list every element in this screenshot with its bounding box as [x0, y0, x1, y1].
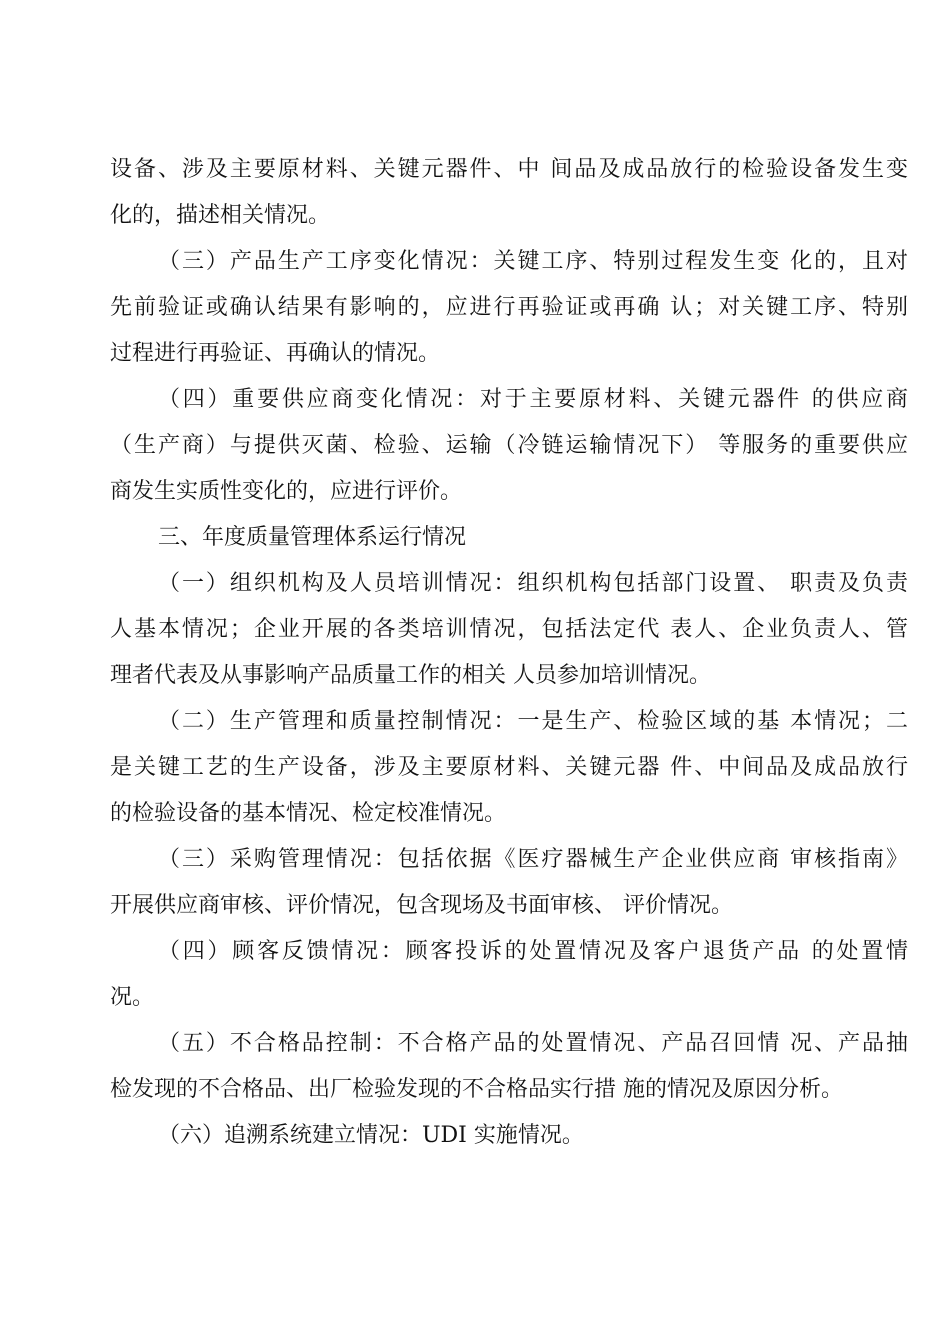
text-line: 理者代表及从事影响产品质量工作的相关 人员参加培训情况。	[110, 663, 711, 688]
text-line: 设备、涉及主要原材料、关键元器件、中 间品及成品放行的检验设备发生变	[110, 157, 908, 182]
text-line: （一）组织机构及人员培训情况：组织机构包括部门设置、 职责及负责	[158, 571, 908, 596]
text-line: （五）不合格品控制：不合格产品的处置情况、产品召回情 况、产品抽	[158, 1031, 908, 1056]
text-line: （六）追溯系统建立情况：UDI 实施情况。	[158, 1123, 584, 1148]
text-line: （三）产品生产工序变化情况：关键工序、特别过程发生变 化的，且对	[158, 249, 908, 274]
paragraph-procurement	[110, 837, 908, 929]
document-body	[110, 147, 908, 1159]
text-line: 过程进行再验证、再确认的情况。	[110, 341, 441, 366]
section-heading	[110, 515, 908, 561]
text-line: 商发生实质性变化的，应进行评价。	[110, 479, 463, 504]
text-line: 况。	[110, 985, 155, 1010]
text-line: 是关键工艺的生产设备，涉及主要原材料、关键元器 件、中间品及成品放行	[110, 755, 908, 780]
text-line: （三）采购管理情况：包括依据《医疗器械生产企业供应商 审核指南》	[158, 847, 908, 872]
text-line: （四）重要供应商变化情况：对于主要原材料、关键元器件 的供应商	[158, 387, 908, 412]
text-line: 的检验设备的基本情况、检定校准情况。	[110, 801, 507, 826]
paragraph-production-quality-control	[110, 699, 908, 837]
paragraph-continuation	[110, 147, 908, 239]
text-line: （生产商）与提供灭菌、检验、运输（冷链运输情况下） 等服务的重要供应	[110, 433, 908, 458]
text-line: 先前验证或确认结果有影响的，应进行再验证或再确 认；对关键工序、特别	[110, 295, 908, 320]
paragraph-organization-training	[110, 561, 908, 699]
text-line: 开展供应商审核、评价情况，包含现场及书面审核、 评价情况。	[110, 893, 733, 918]
section-heading-text: 三、年度质量管理体系运行情况	[158, 525, 467, 550]
paragraph-customer-feedback	[110, 929, 908, 1021]
text-line: （四）顾客反馈情况：顾客投诉的处置情况及客户退货产品 的处置情	[158, 939, 908, 964]
text-line: 化的，描述相关情况。	[110, 203, 331, 228]
text-line: 检发现的不合格品、出厂检验发现的不合格品实行措 施的情况及原因分析。	[110, 1077, 843, 1102]
text-line: 人基本情况；企业开展的各类培训情况，包括法定代 表人、企业负责人、管	[110, 617, 908, 642]
paragraph-process-changes	[110, 239, 908, 377]
text-line: （二）生产管理和质量控制情况：一是生产、检验区域的基 本情况；二	[158, 709, 908, 734]
paragraph-nonconforming-control	[110, 1021, 908, 1113]
paragraph-traceability	[110, 1113, 908, 1159]
paragraph-supplier-changes	[110, 377, 908, 515]
